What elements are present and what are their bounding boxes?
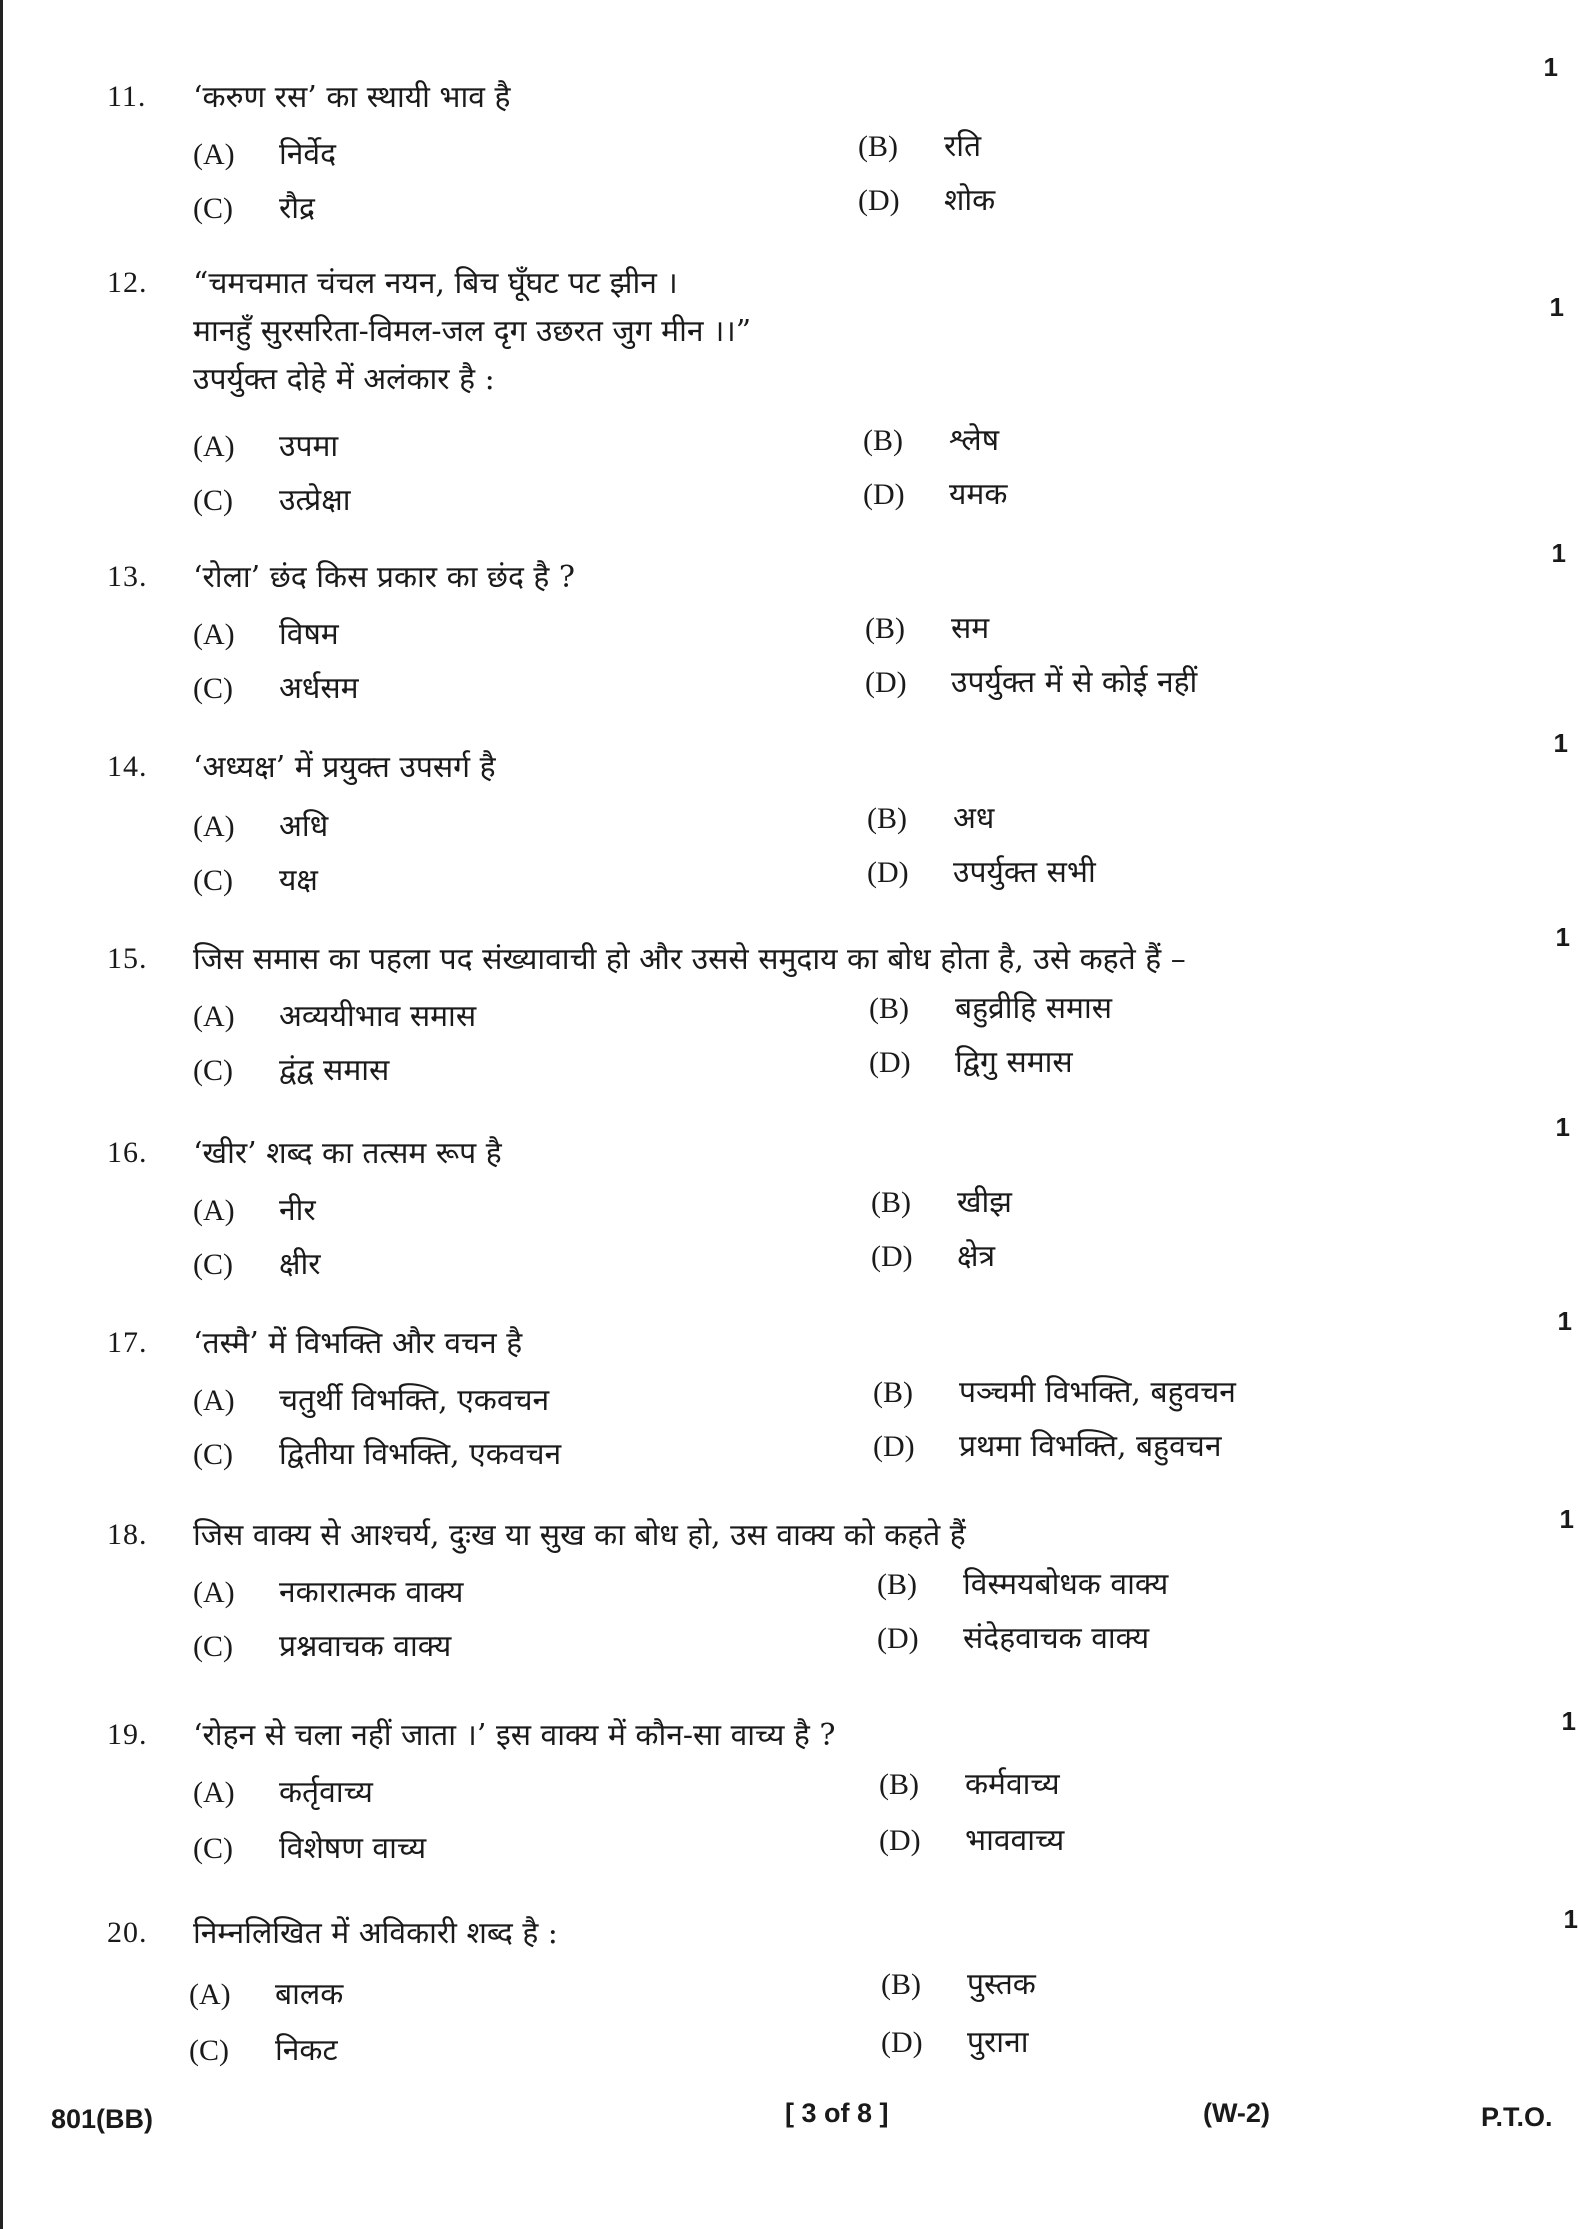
option-c xyxy=(193,1826,426,1867)
option-label: (A) xyxy=(193,618,235,651)
question-number: 20. xyxy=(107,1916,148,1949)
option-b xyxy=(877,1562,1168,1603)
option-text: अर्धसम xyxy=(279,671,359,706)
option-label: (D) xyxy=(877,1622,919,1655)
option-d xyxy=(881,2020,1029,2061)
question-number: 19. xyxy=(107,1718,148,1751)
option-text: नकारात्मक वाक्य xyxy=(279,1575,464,1610)
option-label: (A) xyxy=(193,1384,235,1417)
option-text: सम xyxy=(951,611,990,646)
option-text: प्रथमा विभक्ति, बहुवचन xyxy=(959,1429,1222,1464)
option-label: (D) xyxy=(865,666,907,699)
option-text: अव्ययीभाव समास xyxy=(279,999,477,1034)
option-label: (A) xyxy=(193,1776,235,1809)
page-number: [ 3 of 8 ] xyxy=(785,2098,889,2128)
question-text xyxy=(193,1512,1393,1560)
option-text: क्षेत्र xyxy=(957,1239,996,1274)
option-text: यमक xyxy=(949,477,1008,512)
question-text xyxy=(193,1130,1393,1178)
question-marks: 1 xyxy=(1553,728,1568,758)
question-line: जिस वाक्य से आश्चर्य, दुःख या सुख का बोध हो, उस वाक्य को कहते हैं xyxy=(193,1518,966,1553)
option-text: नीर xyxy=(279,1193,316,1228)
option-label: (C) xyxy=(193,192,233,225)
option-c xyxy=(193,1624,451,1665)
option-label: (D) xyxy=(871,1240,913,1273)
option-text: द्विगु समास xyxy=(955,1045,1073,1080)
option-text: अधि xyxy=(279,809,329,844)
option-text: पुस्तक xyxy=(967,1967,1036,2002)
option-text: कर्तृवाच्य xyxy=(279,1775,373,1810)
option-label: (B) xyxy=(879,1768,919,1801)
option-label: (D) xyxy=(863,478,905,511)
option-text: विषम xyxy=(279,617,339,652)
option-text: उपर्युक्त में से कोई नहीं xyxy=(951,665,1198,700)
option-text: भाववाच्य xyxy=(965,1823,1065,1858)
pto-label: P.T.O. xyxy=(1481,2102,1553,2132)
option-text: उपर्युक्त सभी xyxy=(953,855,1096,890)
question-text xyxy=(193,1910,1393,1958)
question-text xyxy=(193,74,1393,122)
question-text xyxy=(193,260,1393,404)
option-b xyxy=(867,796,994,837)
option-a xyxy=(193,612,339,653)
option-text: निर्वेद xyxy=(279,137,337,172)
question-line: ‘रोला’ छंद किस प्रकार का छंद है ? xyxy=(193,560,575,595)
option-b xyxy=(865,606,989,647)
option-text: पुराना xyxy=(967,2025,1029,2060)
option-label: (C) xyxy=(189,2034,229,2067)
question-marks: 1 xyxy=(1543,52,1558,82)
option-text: संदेहवाचक वाक्य xyxy=(963,1621,1150,1656)
option-label: (A) xyxy=(193,1194,235,1227)
option-label: (B) xyxy=(869,992,909,1025)
option-label: (D) xyxy=(867,856,909,889)
question-line: ‘खीर’ शब्द का तत्सम रूप है xyxy=(193,1136,502,1171)
question-text xyxy=(193,1712,1393,1760)
option-a xyxy=(193,1378,549,1419)
option-c xyxy=(193,1048,389,1089)
option-label: (C) xyxy=(193,1630,233,1663)
option-a xyxy=(193,1770,373,1811)
option-d xyxy=(863,472,1007,513)
option-text: खीझ xyxy=(957,1185,1012,1220)
question-number: 15. xyxy=(107,942,148,975)
question-text xyxy=(193,936,1353,984)
question-line: ‘तस्मै’ में विभक्ति और वचन है xyxy=(193,1326,523,1361)
option-a xyxy=(193,424,338,465)
option-b xyxy=(871,1180,1012,1221)
question-number: 12. xyxy=(107,266,148,299)
option-label: (D) xyxy=(873,1430,915,1463)
question-line: मानहुँ सुरसरिता-विमल-जल दृग उछरत जुग मीन ।।” xyxy=(193,314,752,349)
option-text: बहुव्रीहि समास xyxy=(955,991,1113,1026)
option-label: (D) xyxy=(858,184,900,217)
option-label: (A) xyxy=(193,1000,235,1033)
option-label: (C) xyxy=(193,672,233,705)
option-a xyxy=(189,1972,343,2013)
option-text: विशेषण वाच्य xyxy=(279,1831,427,1866)
option-d xyxy=(877,1616,1149,1657)
option-label: (C) xyxy=(193,1054,233,1087)
option-label: (B) xyxy=(881,1968,921,2001)
option-label: (A) xyxy=(193,810,235,843)
option-a xyxy=(193,132,336,173)
option-label: (B) xyxy=(863,424,903,457)
option-text: शोक xyxy=(944,183,996,218)
option-text: श्लेष xyxy=(949,423,1000,458)
question-marks: 1 xyxy=(1559,1504,1574,1534)
paper-code: 801(BB) xyxy=(51,2104,154,2134)
option-c xyxy=(193,858,318,899)
option-label: (B) xyxy=(877,1568,917,1601)
option-d xyxy=(879,1818,1064,1859)
option-d xyxy=(865,660,1197,701)
option-label: (A) xyxy=(189,1978,231,2011)
option-label: (D) xyxy=(869,1046,911,1079)
option-label: (B) xyxy=(871,1186,911,1219)
option-label: (B) xyxy=(858,130,898,163)
option-label: (C) xyxy=(193,1832,233,1865)
question-number: 18. xyxy=(107,1518,148,1551)
option-text: कर्मवाच्य xyxy=(965,1767,1060,1802)
question-number: 11. xyxy=(107,80,147,113)
option-b xyxy=(858,124,981,165)
option-label: (C) xyxy=(193,484,233,517)
option-label: (A) xyxy=(193,430,235,463)
question-marks: 1 xyxy=(1551,538,1566,568)
option-b xyxy=(869,986,1112,1027)
question-text xyxy=(193,1320,1393,1368)
question-marks: 1 xyxy=(1557,1306,1572,1336)
option-text: रौद्र xyxy=(279,191,315,226)
option-text: प्रश्नवाचक वाक्य xyxy=(279,1629,452,1664)
question-line: “चमचमात चंचल नयन, बिच घूँघट पट झीन । xyxy=(193,266,678,301)
question-number: 13. xyxy=(107,560,148,593)
question-text xyxy=(193,554,1393,602)
option-text: अध xyxy=(953,801,995,836)
option-b xyxy=(873,1370,1236,1411)
option-text: उत्प्रेक्षा xyxy=(279,483,351,518)
option-text: क्षीर xyxy=(279,1247,321,1282)
question-marks: 1 xyxy=(1555,922,1570,952)
option-label: (D) xyxy=(879,1824,921,1857)
option-d xyxy=(871,1234,995,1275)
question-marks: 1 xyxy=(1563,1904,1578,1934)
question-marks: 1 xyxy=(1549,292,1564,322)
option-a xyxy=(193,994,476,1035)
option-label: (A) xyxy=(193,138,235,171)
option-label: (C) xyxy=(193,1248,233,1281)
option-label: (C) xyxy=(193,864,233,897)
question-line: ‘रोहन से चला नहीं जाता ।’ इस वाक्य में कौन-सा वाच्य है ? xyxy=(193,1718,836,1753)
question-line: उपर्युक्त दोहे में अलंकार है : xyxy=(193,362,495,397)
question-line: निम्नलिखित में अविकारी शब्द है : xyxy=(193,1916,558,1951)
option-text: पञ्चमी विभक्ति, बहुवचन xyxy=(959,1375,1236,1410)
question-text xyxy=(193,744,1393,792)
option-d xyxy=(873,1424,1222,1465)
option-text: विस्मयबोधक वाक्य xyxy=(963,1567,1169,1602)
question-line: जिस समास का पहला पद संख्यावाची हो और उससे समुदाय का बोध होता है, उसे कहते हैं – xyxy=(193,942,1186,977)
question-number: 17. xyxy=(107,1326,148,1359)
option-text: निकट xyxy=(275,2033,338,2068)
option-label: (B) xyxy=(865,612,905,645)
option-label: (B) xyxy=(867,802,907,835)
option-text: उपमा xyxy=(279,429,339,464)
option-c xyxy=(189,2028,338,2069)
question-line: ‘अध्यक्ष’ में प्रयुक्त उपसर्ग है xyxy=(193,750,496,785)
question-number: 14. xyxy=(107,750,148,783)
option-label: (B) xyxy=(873,1376,913,1409)
question-line: ‘करुण रस’ का स्थायी भाव है xyxy=(193,80,511,115)
option-c xyxy=(193,186,315,227)
option-label: (D) xyxy=(881,2026,923,2059)
option-a xyxy=(193,1570,463,1611)
option-b xyxy=(881,1962,1036,2003)
option-c xyxy=(193,1242,321,1283)
option-text: रति xyxy=(944,129,982,164)
option-c xyxy=(193,1432,561,1473)
option-text: यक्ष xyxy=(279,863,318,898)
option-text: द्वितीया विभक्ति, एकवचन xyxy=(279,1437,562,1472)
question-marks: 1 xyxy=(1561,1706,1576,1736)
option-a xyxy=(193,804,328,845)
option-label: (C) xyxy=(193,1438,233,1471)
option-d xyxy=(867,850,1096,891)
option-b xyxy=(879,1762,1060,1803)
option-label: (A) xyxy=(193,1576,235,1609)
option-d xyxy=(858,178,995,219)
option-b xyxy=(863,418,999,459)
option-a xyxy=(193,1188,316,1229)
set-code: (W-2) xyxy=(1203,2098,1270,2128)
option-text: चतुर्थी विभक्ति, एकवचन xyxy=(279,1383,550,1418)
option-c xyxy=(193,478,351,519)
option-text: बालक xyxy=(275,1977,344,2012)
option-text: द्वंद्व समास xyxy=(279,1053,390,1088)
question-number: 16. xyxy=(107,1136,148,1169)
question-marks: 1 xyxy=(1555,1112,1570,1142)
option-d xyxy=(869,1040,1073,1081)
option-c xyxy=(193,666,359,707)
